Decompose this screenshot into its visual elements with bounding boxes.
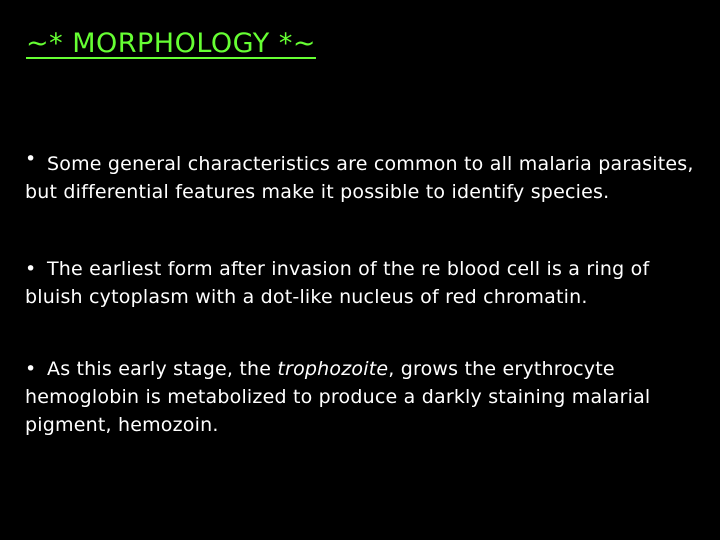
- bullet-item-earliest-form: [25, 255, 695, 311]
- bullet-item-characteristics: [25, 150, 695, 206]
- bullet-item-trophozoite: [25, 355, 695, 439]
- bullet-text: The earliest form after invasion of the re blood cell is a ring of bluish cytoplasm with a dot-like nucleus of red chromatin.: [25, 258, 650, 308]
- bullet-icon: •: [25, 358, 37, 380]
- bullet-icon: •: [25, 258, 37, 280]
- bullet-text-before: As this early stage, the: [47, 358, 278, 380]
- bullet-text-emphasis: trophozoite: [277, 358, 389, 380]
- slide-title: ~* MORPHOLOGY *~: [26, 28, 316, 59]
- bullet-text-after: , grows the erythrocyte hemoglobin is metabolized to produce a darkly staining malarial pigment, hemozoin.: [25, 358, 651, 436]
- bullet-icon: •: [25, 148, 37, 170]
- bullet-text: Some general characteristics are common to all malaria parasites, but differential features make it possible to identify species.: [25, 153, 694, 203]
